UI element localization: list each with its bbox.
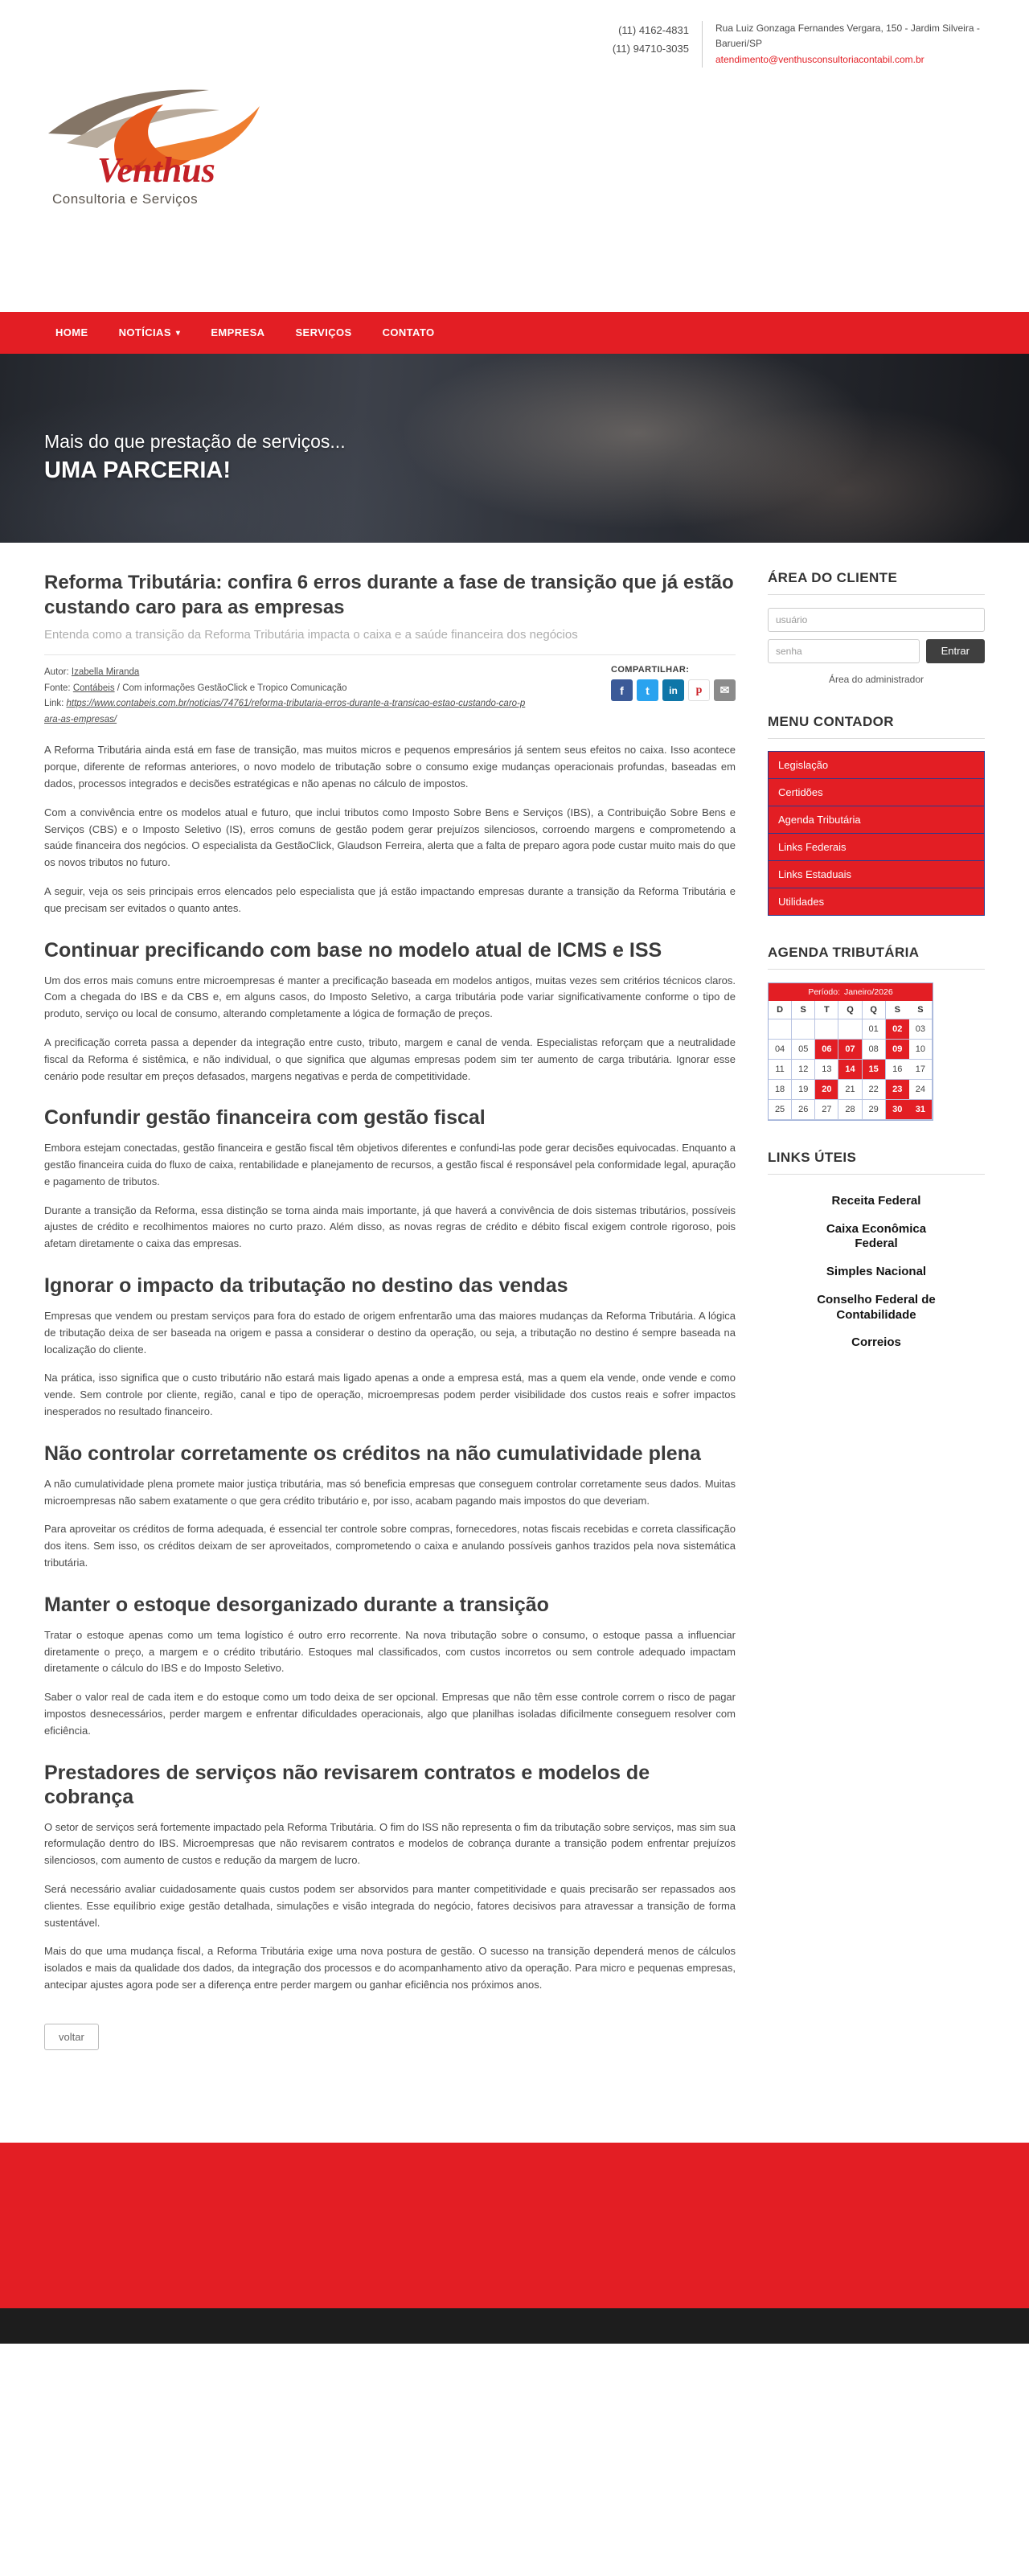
menu-contador-section — [768, 714, 985, 916]
useful-link[interactable]: Caixa Econômica Federal — [826, 1221, 927, 1251]
hero-slogan-line2: UMA PARCERIA! — [44, 457, 231, 484]
calendar-day-headers — [769, 1001, 933, 1019]
useful-link[interactable]: Correios — [851, 1335, 901, 1350]
address-text: Rua Luiz Gonzaga Fernandes Vergara, 150 - Jardim Silveira - Barueri/SP — [715, 23, 980, 49]
calendar-day[interactable] — [769, 1019, 792, 1040]
article-subtitle: Entenda como a transição da Reforma Tributária impacta o caixa e a saúde financeira dos negócios — [44, 628, 578, 642]
calendar-day[interactable]: 06 — [815, 1040, 838, 1060]
author-label: Autor: — [44, 667, 69, 678]
calendar-period-header — [769, 983, 933, 1001]
article-block: A precificação correta passa a depender da integração entre custo, tributo, margem e canal de venda. Especialistas reforçam que a neutralidade fiscal da Reforma é sistêmica, e não individual, o que significa que algumas empresas podem sim ter aumento de carga tributária. Ignorar esse cenário pode resultar em preços defasados, margens negativas e perda de competitividade. — [44, 1036, 736, 1082]
calendar-day[interactable]: 07 — [838, 1040, 862, 1060]
calendar-day[interactable]: 19 — [792, 1080, 815, 1100]
logo-name: Venthus — [97, 150, 215, 190]
article-block: Durante a transição da Reforma, essa distinção se torna ainda mais importante, já que haverá a convivência de dois sistemas tributários, possíveis ajustes de crédito e recolhimentos maiores no curto prazo. Além disso, as novas regras de crédito e débito fiscal exigem controle rigoroso, pois afetam diretamente o caixa das empresas. — [44, 1204, 736, 1250]
calendar-day[interactable] — [838, 1019, 862, 1040]
link-label: Link: — [44, 699, 64, 709]
menu-contador-item[interactable]: Links Estaduais — [768, 860, 985, 888]
calendar-day[interactable]: 02 — [886, 1019, 909, 1040]
article-block: Será necessário avaliar cuidadosamente quais custos podem ser absorvidos para manter competitividade e quais precisarão ser repassados aos clientes. Esse equilíbrio exige gestão detalhada, simulações e visão integrada do negócio, fatores decisivos para atravessar a transição de forma sustentável. — [44, 1883, 736, 1929]
article-block: Com a convivência entre os modelos atual e futuro, que inclui tributos como Imposto Sobre Bens e Serviços (IBS), a Contribuição Sobre Bens e Serviços (CBS) e o Imposto Seletivo (IS), erros comuns de gestão podem gerar prejuízos silenciosos, corroendo margens e comprometendo a saúde financeira dos negócios. O especialista da GestãoClick, Glaudson Ferreira, alerta que a falta de preparo agora pode custar muito mais do que os novos tributos no futuro. — [44, 806, 736, 869]
back-button[interactable]: voltar — [44, 2024, 99, 2050]
calendar-day[interactable]: 14 — [838, 1060, 862, 1080]
article-block: Mais do que uma mudança fiscal, a Reforma Tributária exige uma nova postura de gestão. O sucesso na transição dependerá menos de cálculos isolados e mais da qualidade dos dados, da integração dos processos e do acompanhamento ativo da operação. Para micro e pequenas empresas, antecipar ajustes agora pode ser a diferença entre perder margem ou ganhar eficiência nos próximos anos. — [44, 1945, 736, 1991]
menu-contador-title: MENU CONTADOR — [768, 714, 985, 739]
calendar-day[interactable]: 08 — [863, 1040, 886, 1060]
calendar-day[interactable]: 12 — [792, 1060, 815, 1080]
article-block: Confundir gestão financeira com gestão fiscal — [44, 1106, 486, 1130]
author-link[interactable]: Izabella Miranda — [71, 667, 140, 678]
useful-links-section — [768, 1150, 985, 1351]
useful-link[interactable]: Conselho Federal de Contabilidade — [817, 1292, 936, 1322]
phone-number-1: (11) 4162-4831 — [618, 24, 689, 36]
article-block: Ignorar o impacto da tributação no destino das vendas — [44, 1274, 568, 1298]
logo-tagline: Consultoria e Serviços — [52, 191, 199, 207]
contact-divider — [702, 21, 703, 68]
client-area-title: ÁREA DO CLIENTE — [768, 570, 985, 595]
calendar-day[interactable]: 30 — [886, 1100, 909, 1120]
email-link[interactable]: atendimento@venthusconsultoriacontabil.com.br — [715, 54, 924, 66]
menu-contador-list — [768, 752, 985, 916]
calendar-day-header: D — [769, 1001, 792, 1019]
hero-slogan-line1: Mais do que prestação de serviços... — [44, 431, 346, 453]
site-header — [0, 0, 1029, 312]
calendar-days — [769, 1019, 933, 1120]
chevron-down-icon: ▾ — [175, 329, 181, 338]
calendar-day[interactable]: 01 — [863, 1019, 886, 1040]
calendar-day[interactable]: 16 — [886, 1060, 909, 1080]
calendar-day-header: Q — [838, 1001, 862, 1019]
calendar-day-header: Q — [863, 1001, 886, 1019]
username-input[interactable] — [768, 608, 985, 632]
calendar-day[interactable]: 13 — [815, 1060, 838, 1080]
nav-empresa[interactable]: EMPRESA — [211, 326, 265, 339]
main-nav — [0, 312, 1029, 354]
sidebar — [768, 570, 985, 1380]
nav-contato[interactable]: CONTATO — [382, 326, 435, 339]
article-source-url[interactable]: https://www.contabeis.com.br/noticias/74761/reforma-tributaria-erros-durante-a-transicao-estao-custando-caro-para-as-empresas/ — [44, 699, 526, 724]
title-divider — [44, 654, 736, 655]
useful-link[interactable]: Receita Federal — [831, 1193, 921, 1208]
facebook-share-icon[interactable]: f — [611, 679, 633, 701]
article-block: Na prática, isso significa que o custo tributário não estará mais ligado apenas a onde a empresa está, mas a quem ela vende, onde vende e como vende. Sem controle por cliente, região, canal e tipo de operação, microempresas podem perder visibilidade dos custos reais e sofrer impactos inesperados no resultado financeiro. — [44, 1372, 736, 1418]
article-block: Não controlar corretamente os créditos na não cumulatividade plena — [44, 1442, 701, 1465]
client-area-section — [768, 570, 985, 685]
hero-banner — [0, 354, 1029, 543]
calendar-day[interactable]: 18 — [769, 1080, 792, 1100]
calendar-day[interactable] — [815, 1019, 838, 1040]
linkedin-share-icon[interactable]: in — [662, 679, 684, 701]
calendar-day[interactable]: 24 — [909, 1080, 933, 1100]
company-logo[interactable] — [44, 76, 293, 207]
calendar-period-label: Período: — [808, 987, 841, 997]
calendar-day-header: S — [909, 1001, 933, 1019]
password-input[interactable] — [768, 639, 920, 663]
article-meta — [44, 665, 527, 728]
article-block: Saber o valor real de cada item e do estoque como um todo deixa de ser opcional. Empresas que não têm esse controle correm o risco de pagar impostos desnecessários, perder margem e enfrentar dificuldades operacionais, algo que planilhas isoladas dificilmente conseguem resolver com eficiência. — [44, 1691, 736, 1737]
article-block: Tratar o estoque apenas como um tema logístico é outro erro recorrente. Na nova tributação sobre o consumo, o estoque passa a influenciar diretamente o preço, a margem e o crédito tributário. Estoques mal classificados, com custos incorretos ou sem controle adequado impactam diretamente o cálculo do IBS e do Imposto Seletivo. — [44, 1628, 736, 1675]
calendar-day[interactable]: 29 — [863, 1100, 886, 1120]
menu-contador-item[interactable]: Utilidades — [768, 888, 985, 916]
nav-noticias[interactable] — [104, 312, 196, 354]
calendar-day[interactable]: 04 — [769, 1040, 792, 1060]
agenda-section — [768, 945, 985, 1121]
calendar-day[interactable]: 27 — [815, 1100, 838, 1120]
nav-noticias-label: NOTÍCIAS — [118, 326, 171, 339]
calendar-day[interactable]: 15 — [863, 1060, 886, 1080]
agenda-title: AGENDA TRIBUTÁRIA — [768, 945, 985, 970]
share-block — [611, 665, 736, 701]
calendar-day[interactable]: 26 — [792, 1100, 815, 1120]
tax-calendar — [768, 982, 933, 1121]
calendar-day[interactable]: 09 — [886, 1040, 909, 1060]
menu-contador-item[interactable]: Links Federais — [768, 833, 985, 861]
article-block: Manter o estoque desorganizado durante a transição — [44, 1593, 549, 1616]
article-block: Embora estejam conectadas, gestão financeira e gestão fiscal têm objetivos diferentes e confundi-las pode gerar decisões equivocadas. Enquanto a gestão financeira cuida do fluxo de caixa, rentabilidade e planejamento de recursos, a gestão fiscal é responsável pela conformidade legal, apuração e pagamento de tributos. — [44, 1142, 736, 1188]
calendar-day-header: S — [792, 1001, 815, 1019]
article-block: A não cumulatividade plena promete maior justiça tributária, mas só beneficia empresas que conseguem controlar corretamente seus dados. Muitas microempresas não sabem exatamente o que gera crédito tributário e, por isso, acabam pagando mais impostos do que deveriam. — [44, 1477, 736, 1507]
source-rest: / Com informações GestãoClick e Tropico Comunicação — [114, 683, 347, 693]
login-button[interactable]: Entrar — [926, 639, 985, 663]
twitter-share-icon[interactable]: t — [637, 679, 658, 701]
article-title: Reforma Tributária: confira 6 erros durante a fase de transição que já estão custando caro para as empresas — [44, 571, 734, 618]
calendar-day[interactable]: 21 — [838, 1080, 862, 1100]
calendar-day[interactable]: 10 — [909, 1040, 933, 1060]
phone-number-2: (11) 94710-3035 — [612, 43, 689, 55]
calendar-day[interactable]: 23 — [886, 1080, 909, 1100]
calendar-day[interactable]: 17 — [909, 1060, 933, 1080]
calendar-day[interactable]: 28 — [838, 1100, 862, 1120]
calendar-day[interactable]: 03 — [909, 1019, 933, 1040]
useful-links-list — [768, 1188, 985, 1351]
article-block: Prestadores de serviços não revisarem contratos e modelos de cobrança — [44, 1761, 650, 1808]
calendar-day[interactable]: 25 — [769, 1100, 792, 1120]
useful-link[interactable]: Simples Nacional — [826, 1265, 927, 1279]
menu-contador-item[interactable]: Certidões — [768, 778, 985, 806]
source-label: Fonte: — [44, 683, 71, 693]
calendar-day[interactable]: 31 — [909, 1100, 933, 1120]
article-block: A seguir, veja os seis principais erros elencados pelo especialista que já estão impactando empresas durante a transição da Reforma Tributária e que precisam ser evitados o quanto antes. — [44, 884, 736, 914]
calendar-day[interactable]: 11 — [769, 1060, 792, 1080]
footer — [0, 2143, 1029, 2308]
article-block: Empresas que vendem ou prestam serviços para fora do estado de origem enfrentarão uma das maiores mudanças da Reforma Tributária. A lógica de tributação deixa de ser baseada na origem e passa a considerar o destino da operação, ou seja, a tributação no destino é sempre baseada na localização do cliente. — [44, 1310, 736, 1356]
article — [44, 570, 736, 2050]
article-block: A Reforma Tributária ainda está em fase de transição, mas muitos micros e pequenos empresários já sentem seus efeitos no caixa. Isso acontece porque, diferente de reformas anteriores, o novo modelo de tributação sobre o consumo exige mudanças operacionais profundas, baseadas em dados, processos integrados e decisões estratégicas e não apenas no cálculo de impostos. — [44, 744, 736, 790]
contact-phones — [613, 21, 689, 68]
article-block: Um dos erros mais comuns entre microempresas é manter a precificação baseada em modelos antigos, muitas vezes sem critérios técnicos claros. Com a chegada do IBS e da CBS e, em alguns casos, do Imposto Seletivo, a carga tributária pode variar significativamente conforme o tipo de produto, serviço ou local de consumo, alterando completamente a lógica de formação de preços. — [44, 974, 736, 1020]
contact-address-block — [715, 21, 985, 68]
useful-links-title: LINKS ÚTEIS — [768, 1150, 985, 1175]
calendar-day-header: S — [886, 1001, 909, 1019]
source-link[interactable]: Contábeis — [72, 683, 115, 693]
admin-area-link[interactable]: Área do administrador — [828, 673, 924, 685]
menu-contador-item[interactable]: Legislação — [768, 751, 985, 779]
calendar-day[interactable]: 22 — [863, 1080, 886, 1100]
nav-home[interactable]: HOME — [55, 326, 88, 339]
footer-bottom-bar — [0, 2308, 1029, 2344]
top-contact-bar — [28, 21, 1001, 68]
share-label: COMPARTILHAR: — [611, 665, 690, 675]
menu-contador-item[interactable]: Agenda Tributária — [768, 806, 985, 834]
calendar-period-value: Janeiro/2026 — [843, 987, 893, 997]
article-block: O setor de serviços será fortemente impactado pela Reforma Tributária. O fim do ISS não representa o fim da tributação sobre serviços, mas sim sua reformulação dentro do IBS. Microempresas que não revisarem contratos e modelos de cobrança durante a transição podem enfrentar prejuízos silenciosos, com aumento de custos e redução da margem de lucro. — [44, 1820, 736, 1867]
article-body — [44, 742, 736, 1993]
calendar-day[interactable] — [792, 1019, 815, 1040]
calendar-day-header: T — [815, 1001, 838, 1019]
email-share-icon[interactable]: ✉ — [714, 679, 736, 701]
calendar-day[interactable]: 20 — [815, 1080, 838, 1100]
pinterest-share-icon[interactable]: p — [688, 679, 710, 701]
article-block: Para aproveitar os créditos de forma adequada, é essencial ter controle sobre compras, fornecedores, notas fiscais recebidas e correta classificação dos itens. Sem isso, os créditos deixam de ser aproveitados, comprometendo o caixa e anulando possíveis ganhos trazidos pela nova sistemática tributária. — [44, 1523, 736, 1569]
article-block: Continuar precificando com base no modelo atual de ICMS e ISS — [44, 938, 662, 962]
nav-servicos[interactable]: SERVIÇOS — [295, 326, 352, 339]
calendar-day[interactable]: 05 — [792, 1040, 815, 1060]
